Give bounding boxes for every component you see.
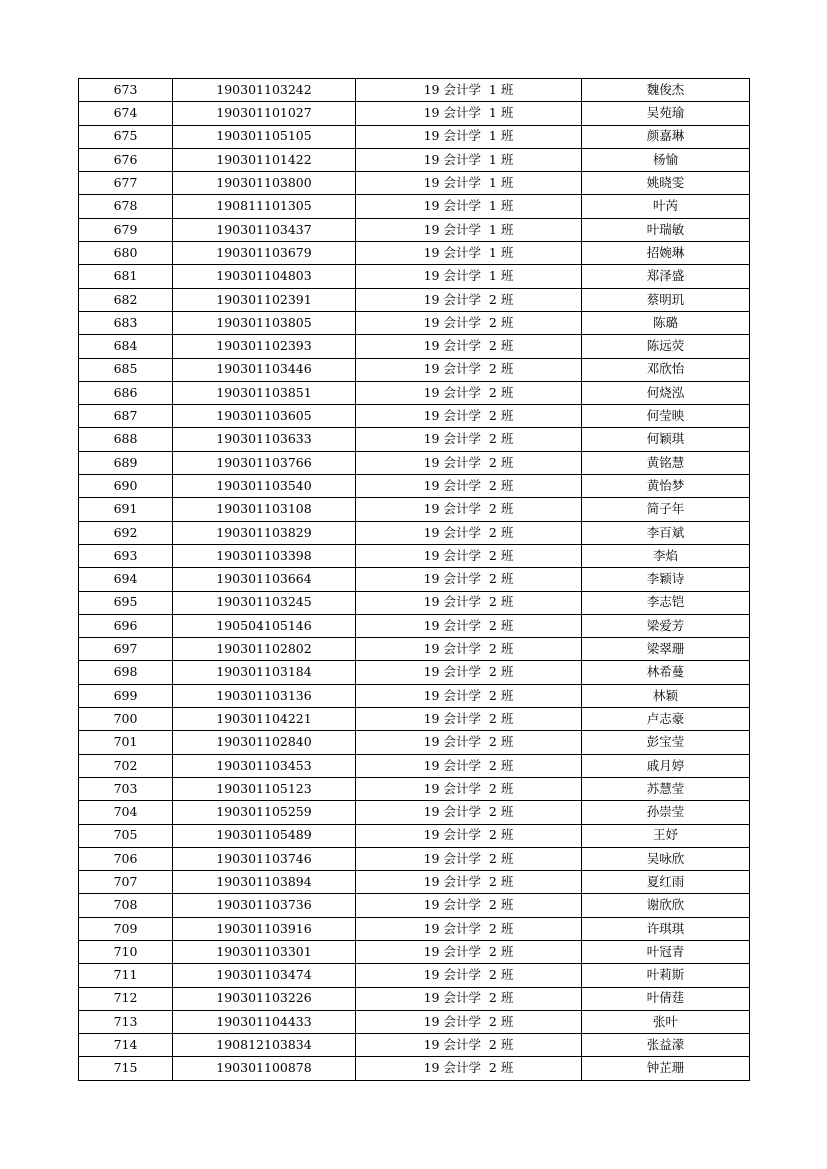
- student-name-cell: 张叶: [582, 1010, 750, 1033]
- class-name-cell: 19 会计学 2 班: [356, 684, 582, 707]
- table-row: [79, 335, 750, 358]
- row-number-cell: 686: [79, 381, 173, 404]
- student-name-cell: 姚晓雯: [582, 172, 750, 195]
- class-name-cell: 19 会计学 2 班: [356, 1010, 582, 1033]
- class-name-cell: 19 会计学 2 班: [356, 475, 582, 498]
- row-number-cell: 702: [79, 754, 173, 777]
- class-name-cell: 19 会计学 2 班: [356, 544, 582, 567]
- student-id-cell: 190301104433: [173, 1010, 356, 1033]
- class-name-cell: 19 会计学 1 班: [356, 172, 582, 195]
- student-id-cell: 190504105146: [173, 614, 356, 637]
- student-id-cell: 190811101305: [173, 195, 356, 218]
- student-id-cell: 190301104221: [173, 708, 356, 731]
- row-number-cell: 683: [79, 311, 173, 334]
- table-row: [79, 847, 750, 870]
- student-id-cell: 190301103916: [173, 917, 356, 940]
- student-name-cell: 叶莉斯: [582, 964, 750, 987]
- table-row: [79, 777, 750, 800]
- student-id-cell: 190301103108: [173, 498, 356, 521]
- student-name-cell: 何颖琪: [582, 428, 750, 451]
- student-id-cell: 190301102802: [173, 638, 356, 661]
- student-name-cell: 吴苑瑜: [582, 102, 750, 125]
- row-number-cell: 701: [79, 731, 173, 754]
- class-name-cell: 19 会计学 1 班: [356, 195, 582, 218]
- table-row: [79, 894, 750, 917]
- row-number-cell: 693: [79, 544, 173, 567]
- table-row: [79, 218, 750, 241]
- student-id-cell: 190301102391: [173, 288, 356, 311]
- class-name-cell: 19 会计学 2 班: [356, 405, 582, 428]
- row-number-cell: 706: [79, 847, 173, 870]
- row-number-cell: 676: [79, 148, 173, 171]
- student-name-cell: 钟芷珊: [582, 1057, 750, 1080]
- student-name-cell: 魏俊杰: [582, 79, 750, 102]
- row-number-cell: 685: [79, 358, 173, 381]
- row-number-cell: 680: [79, 242, 173, 265]
- class-name-cell: 19 会计学 2 班: [356, 591, 582, 614]
- student-name-cell: 叶倩莛: [582, 987, 750, 1010]
- student-id-cell: 190301103226: [173, 987, 356, 1010]
- student-name-cell: 张益濛: [582, 1034, 750, 1057]
- table-row: [79, 1034, 750, 1057]
- row-number-cell: 697: [79, 638, 173, 661]
- student-name-cell: 王妤: [582, 824, 750, 847]
- row-number-cell: 673: [79, 79, 173, 102]
- student-name-cell: 杨愉: [582, 148, 750, 171]
- class-name-cell: 19 会计学 2 班: [356, 754, 582, 777]
- table-row: [79, 987, 750, 1010]
- table-row: [79, 614, 750, 637]
- student-id-cell: 190301103474: [173, 964, 356, 987]
- student-id-cell: 190301103633: [173, 428, 356, 451]
- table-row: [79, 824, 750, 847]
- student-name-cell: 邓欣怡: [582, 358, 750, 381]
- student-name-cell: 李焰: [582, 544, 750, 567]
- student-id-cell: 190301103805: [173, 311, 356, 334]
- row-number-cell: 681: [79, 265, 173, 288]
- table-row: [79, 475, 750, 498]
- row-number-cell: 678: [79, 195, 173, 218]
- class-name-cell: 19 会计学 2 班: [356, 824, 582, 847]
- student-id-cell: 190301104803: [173, 265, 356, 288]
- class-name-cell: 19 会计学 2 班: [356, 801, 582, 824]
- class-name-cell: 19 会计学 2 班: [356, 521, 582, 544]
- student-name-cell: 黄铭慧: [582, 451, 750, 474]
- table-row: [79, 684, 750, 707]
- table-row: [79, 544, 750, 567]
- table-row: [79, 311, 750, 334]
- class-name-cell: 19 会计学 2 班: [356, 847, 582, 870]
- row-number-cell: 699: [79, 684, 173, 707]
- student-id-cell: 190812103834: [173, 1034, 356, 1057]
- class-name-cell: 19 会计学 1 班: [356, 125, 582, 148]
- class-name-cell: 19 会计学 2 班: [356, 381, 582, 404]
- class-name-cell: 19 会计学 2 班: [356, 871, 582, 894]
- class-name-cell: 19 会计学 1 班: [356, 218, 582, 241]
- student-id-cell: 190301105105: [173, 125, 356, 148]
- student-name-cell: 陈远荧: [582, 335, 750, 358]
- student-id-cell: 190301103437: [173, 218, 356, 241]
- row-number-cell: 695: [79, 591, 173, 614]
- row-number-cell: 704: [79, 801, 173, 824]
- row-number-cell: 705: [79, 824, 173, 847]
- student-id-cell: 190301103242: [173, 79, 356, 102]
- table-row: [79, 428, 750, 451]
- table-row: [79, 568, 750, 591]
- row-number-cell: 709: [79, 917, 173, 940]
- table-row: [79, 358, 750, 381]
- student-id-cell: 190301103746: [173, 847, 356, 870]
- student-name-cell: 梁爱芳: [582, 614, 750, 637]
- class-name-cell: 19 会计学 1 班: [356, 242, 582, 265]
- student-id-cell: 190301102393: [173, 335, 356, 358]
- table-row: [79, 591, 750, 614]
- row-number-cell: 675: [79, 125, 173, 148]
- table-row: [79, 1010, 750, 1033]
- student-name-cell: 许琪琪: [582, 917, 750, 940]
- student-name-cell: 招婉琳: [582, 242, 750, 265]
- class-name-cell: 19 会计学 2 班: [356, 661, 582, 684]
- student-id-cell: 190301103851: [173, 381, 356, 404]
- row-number-cell: 703: [79, 777, 173, 800]
- class-name-cell: 19 会计学 2 班: [356, 917, 582, 940]
- row-number-cell: 708: [79, 894, 173, 917]
- table-row: [79, 940, 750, 963]
- class-name-cell: 19 会计学 2 班: [356, 568, 582, 591]
- class-name-cell: 19 会计学 2 班: [356, 358, 582, 381]
- student-name-cell: 梁翠珊: [582, 638, 750, 661]
- student-name-cell: 何莹映: [582, 405, 750, 428]
- class-name-cell: 19 会计学 1 班: [356, 265, 582, 288]
- student-name-cell: 叶瑞敏: [582, 218, 750, 241]
- class-name-cell: 19 会计学 2 班: [356, 428, 582, 451]
- table-row: [79, 708, 750, 731]
- class-name-cell: 19 会计学 2 班: [356, 1057, 582, 1080]
- class-name-cell: 19 会计学 2 班: [356, 708, 582, 731]
- student-name-cell: 苏慧莹: [582, 777, 750, 800]
- table-row: [79, 917, 750, 940]
- student-id-cell: 190301103829: [173, 521, 356, 544]
- student-id-cell: 190301103245: [173, 591, 356, 614]
- class-name-cell: 19 会计学 2 班: [356, 987, 582, 1010]
- student-name-cell: 何烧泓: [582, 381, 750, 404]
- table-row: [79, 381, 750, 404]
- table-row: [79, 79, 750, 102]
- student-name-cell: 李百斌: [582, 521, 750, 544]
- student-id-cell: 190301101422: [173, 148, 356, 171]
- row-number-cell: 712: [79, 987, 173, 1010]
- row-number-cell: 682: [79, 288, 173, 311]
- row-number-cell: 674: [79, 102, 173, 125]
- table-row: [79, 265, 750, 288]
- row-number-cell: 692: [79, 521, 173, 544]
- row-number-cell: 690: [79, 475, 173, 498]
- student-id-cell: 190301105259: [173, 801, 356, 824]
- table-row: [79, 964, 750, 987]
- student-id-cell: 190301103446: [173, 358, 356, 381]
- student-name-cell: 吴咏欣: [582, 847, 750, 870]
- student-id-cell: 190301105123: [173, 777, 356, 800]
- row-number-cell: 700: [79, 708, 173, 731]
- student-name-cell: 叶芮: [582, 195, 750, 218]
- class-name-cell: 19 会计学 2 班: [356, 614, 582, 637]
- class-name-cell: 19 会计学 2 班: [356, 311, 582, 334]
- row-number-cell: 689: [79, 451, 173, 474]
- row-number-cell: 707: [79, 871, 173, 894]
- row-number-cell: 715: [79, 1057, 173, 1080]
- class-name-cell: 19 会计学 2 班: [356, 288, 582, 311]
- student-id-cell: 190301103184: [173, 661, 356, 684]
- table-row: [79, 195, 750, 218]
- row-number-cell: 696: [79, 614, 173, 637]
- row-number-cell: 694: [79, 568, 173, 591]
- table-row: [79, 521, 750, 544]
- student-name-cell: 李颖诗: [582, 568, 750, 591]
- table-row: [79, 125, 750, 148]
- student-id-cell: 190301102840: [173, 731, 356, 754]
- student-name-cell: 简子年: [582, 498, 750, 521]
- row-number-cell: 684: [79, 335, 173, 358]
- student-name-cell: 林颖: [582, 684, 750, 707]
- row-number-cell: 687: [79, 405, 173, 428]
- row-number-cell: 714: [79, 1034, 173, 1057]
- class-name-cell: 19 会计学 1 班: [356, 102, 582, 125]
- class-name-cell: 19 会计学 2 班: [356, 964, 582, 987]
- student-name-cell: 郑泽盛: [582, 265, 750, 288]
- table-row: [79, 288, 750, 311]
- student-id-cell: 190301103894: [173, 871, 356, 894]
- student-id-cell: 190301105489: [173, 824, 356, 847]
- student-id-cell: 190301103398: [173, 544, 356, 567]
- student-name-cell: 陈璐: [582, 311, 750, 334]
- class-name-cell: 19 会计学 2 班: [356, 451, 582, 474]
- row-number-cell: 711: [79, 964, 173, 987]
- student-name-cell: 戚月婷: [582, 754, 750, 777]
- class-name-cell: 19 会计学 2 班: [356, 1034, 582, 1057]
- student-name-cell: 黄怡梦: [582, 475, 750, 498]
- student-id-cell: 190301103664: [173, 568, 356, 591]
- table-row: [79, 731, 750, 754]
- student-id-cell: 190301103679: [173, 242, 356, 265]
- student-id-cell: 190301100878: [173, 1057, 356, 1080]
- student-name-cell: 谢欣欣: [582, 894, 750, 917]
- student-name-cell: 夏红雨: [582, 871, 750, 894]
- student-name-cell: 叶冠青: [582, 940, 750, 963]
- class-name-cell: 19 会计学 2 班: [356, 498, 582, 521]
- table-row: [79, 102, 750, 125]
- student-id-cell: 190301103800: [173, 172, 356, 195]
- class-name-cell: 19 会计学 2 班: [356, 335, 582, 358]
- student-id-cell: 190301103540: [173, 475, 356, 498]
- table-row: [79, 172, 750, 195]
- class-name-cell: 19 会计学 2 班: [356, 940, 582, 963]
- student-id-cell: 190301103453: [173, 754, 356, 777]
- row-number-cell: 679: [79, 218, 173, 241]
- class-name-cell: 19 会计学 1 班: [356, 79, 582, 102]
- student-id-cell: 190301103605: [173, 405, 356, 428]
- table-row: [79, 661, 750, 684]
- row-number-cell: 677: [79, 172, 173, 195]
- student-id-cell: 190301103766: [173, 451, 356, 474]
- roster-body: [79, 79, 750, 1081]
- class-name-cell: 19 会计学 2 班: [356, 638, 582, 661]
- class-name-cell: 19 会计学 2 班: [356, 731, 582, 754]
- class-name-cell: 19 会计学 1 班: [356, 148, 582, 171]
- class-name-cell: 19 会计学 2 班: [356, 894, 582, 917]
- table-row: [79, 871, 750, 894]
- row-number-cell: 691: [79, 498, 173, 521]
- table-row: [79, 242, 750, 265]
- table-row: [79, 754, 750, 777]
- student-name-cell: 卢志豪: [582, 708, 750, 731]
- student-id-cell: 190301101027: [173, 102, 356, 125]
- table-row: [79, 148, 750, 171]
- table-row: [79, 451, 750, 474]
- student-id-cell: 190301103736: [173, 894, 356, 917]
- class-name-cell: 19 会计学 2 班: [356, 777, 582, 800]
- student-name-cell: 孙崇莹: [582, 801, 750, 824]
- student-name-cell: 颜嘉琳: [582, 125, 750, 148]
- student-name-cell: 林希蔓: [582, 661, 750, 684]
- table-row: [79, 1057, 750, 1080]
- student-id-cell: 190301103136: [173, 684, 356, 707]
- table-row: [79, 498, 750, 521]
- student-name-cell: 蔡明玑: [582, 288, 750, 311]
- table-row: [79, 405, 750, 428]
- student-roster-table: [78, 78, 750, 1081]
- student-id-cell: 190301103301: [173, 940, 356, 963]
- student-name-cell: 彭宝莹: [582, 731, 750, 754]
- row-number-cell: 713: [79, 1010, 173, 1033]
- student-name-cell: 李志铠: [582, 591, 750, 614]
- row-number-cell: 710: [79, 940, 173, 963]
- row-number-cell: 688: [79, 428, 173, 451]
- table-row: [79, 638, 750, 661]
- row-number-cell: 698: [79, 661, 173, 684]
- table-row: [79, 801, 750, 824]
